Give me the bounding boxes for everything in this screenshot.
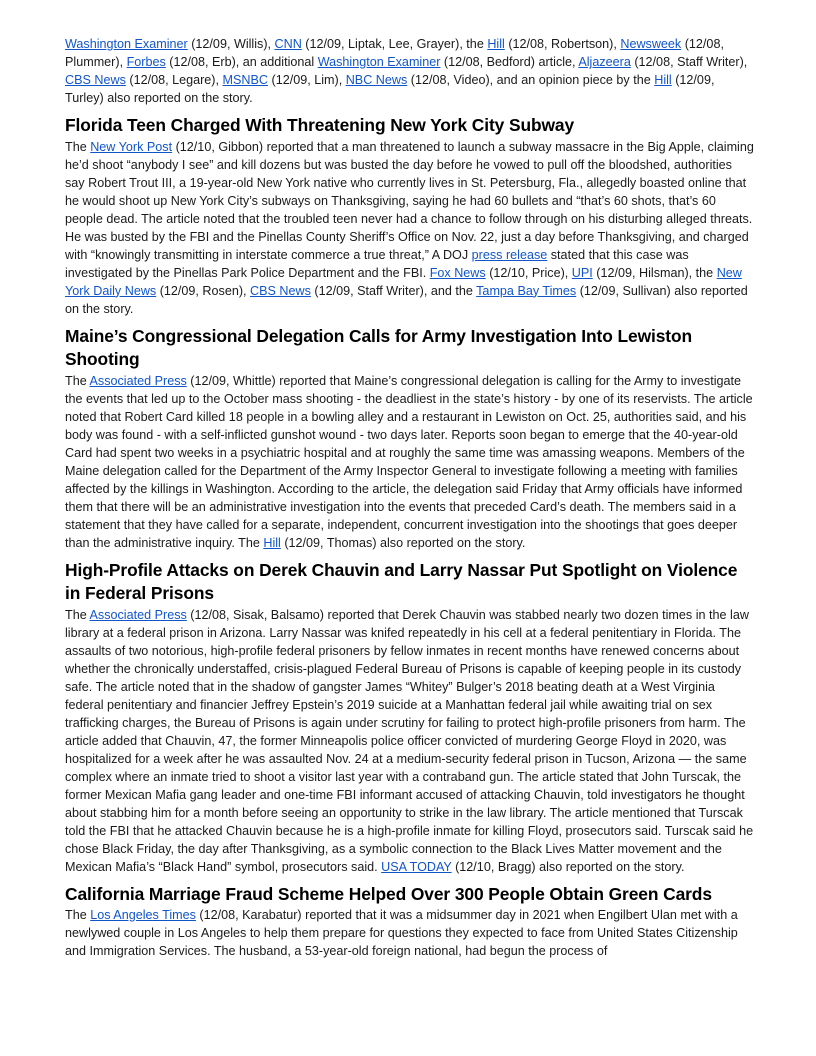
article-headline: California Marriage Fraud Scheme Helped Over 300 People Obtain Green Cards <box>65 883 712 904</box>
body-text: (12/08, Staff Writer), <box>630 55 748 69</box>
article-body <box>65 138 755 318</box>
body-text: (12/10, Gibbon) reported that a man threatened to launch a subway massacre in the Big Apple, claiming he’d shoot “anybody I see” and kill dozens but was busted the day before he vowed to pull off the bloodshed, authorities say Robert Trout III, a 19-year-old New York native who currently lives in St. Petersburg, Fla., allegedly boasted online that he would shoot up New York City’s subways on Thanksgiving, saying he had 60 bullets and “that’s 60 shots, that’s 60 people dead. The article noted that the troubled teen never had a chance to follow through on his disturbing alleged threats. He was busted by the FBI and the Pinellas County Sheriff’s Office on Nov. 22, just a day before Thanksgiving, and charged with “knowingly transmitting in interstate commerce a true threat,” A DOJ <box>65 139 754 262</box>
source-link[interactable]: New York Daily News <box>65 265 742 298</box>
article-body <box>65 906 755 960</box>
body-text: (12/09, Thomas) also reported on the story. <box>280 535 526 550</box>
source-link[interactable]: UPI <box>571 265 593 280</box>
body-text: (12/09, Willis), <box>187 37 275 51</box>
document-page <box>65 35 755 960</box>
body-text: stated that this case was investigated by the Pinellas Park Police Department and the FBI. <box>65 247 689 280</box>
source-link[interactable]: Aljazeera <box>578 55 631 69</box>
body-text: (12/08, Sisak, Balsamo) reported that Derek Chauvin was stabbed nearly two dozen times in the law library at a federal prison in Arizona. Larry Nassar was knifed repeatedly in his cell at a federal penitentiary in Florida. The assaults of two notorious, high-profile federal prisoners by fellow inmates in recent months have renewed concerns about whether the chronically understaffed, crisis-plagued Federal Bureau of Prisons is capable of keeping people in its custody safe. The article noted that in the shadow of gangster James “Whitey” Bulger’s 2018 beating death at a West Virginia federal penitentiary and financier Jeffrey Epstein’s 2019 suicide at a Manhattan federal jail while awaiting trial on sex trafficking charges, the Bureau of Prisons is again under scrutiny for failing to protect high-profile prisoners from harm. The article added that Chauvin, 47, the former Minneapolis police officer convicted of murdering George Floyd in 2020, was hospitalized for a week after he was assaulted Nov. 24 at a medium-security federal prison in Tucson, Arizona — the same complex where an inmate tried to shoot a visitor last year with a contraband gun. The article stated that John Turscak, the former Mexican Mafia gang leader and one-time FBI informant accused of attacking Chauvin, told investigators he thought about stabbing him for a month before seeing an opportunity to strike in the law library. The article mentioned that Turscak told the FBI that he attacked Chauvin because he is a high-profile inmate for killing Floyd, prosecutors said. Turscak said he chose Black Friday, the day after Thanksgiving, as a symbolic connection to the Black Lives Matter movement and the Mexican Mafia’s “Black Hand” symbol, prosecutors said. <box>65 607 754 874</box>
source-link[interactable]: USA TODAY <box>381 859 452 874</box>
body-text: (12/08, Robertson), <box>504 37 621 51</box>
body-text: (12/08, Erb), an additional <box>165 55 318 69</box>
source-link[interactable]: Hill <box>263 535 281 550</box>
source-link[interactable]: Hill <box>487 37 505 51</box>
body-text: The <box>65 139 91 154</box>
source-link[interactable]: Fox News <box>429 265 486 280</box>
body-text: (12/09, Sullivan) also reported on the story. <box>65 283 748 316</box>
article-headline: Florida Teen Charged With Threatening New York City Subway <box>65 115 575 135</box>
article-headline: Maine’s Congressional Delegation Calls for Army Investigation Into Lewiston Shooting <box>65 325 693 369</box>
source-link[interactable]: CBS News <box>65 73 126 87</box>
source-link[interactable]: NBC News <box>345 73 408 87</box>
source-link[interactable]: Newsweek <box>620 37 682 51</box>
body-text: (12/09, Hilsman), the <box>592 265 717 280</box>
body-text: (12/09, Lim), <box>268 73 346 87</box>
body-text: The <box>65 607 90 622</box>
body-text: (12/09, Liptak, Lee, Grayer), the <box>301 37 488 51</box>
source-link[interactable]: Tampa Bay Times <box>476 283 577 298</box>
source-link[interactable]: CNN <box>274 37 302 51</box>
intro-paragraph <box>65 35 755 107</box>
source-link[interactable]: Hill <box>654 73 672 87</box>
source-link[interactable]: Los Angeles Times <box>90 908 196 922</box>
body-text: The <box>65 908 91 922</box>
body-text: (12/09, Rosen), <box>156 283 251 298</box>
source-link[interactable]: Associated Press <box>89 607 187 622</box>
source-link[interactable]: press release <box>471 247 548 262</box>
body-text: The <box>65 373 90 388</box>
source-link[interactable]: New York Post <box>90 139 173 154</box>
body-text: (12/09, Whittle) reported that Maine’s congressional delegation is calling for the Army to investigate the events that led up to the October mass shooting - the deadliest in the state’s history - by one of its reservists. The article noted that Robert Card killed 18 people in a bowling alley and a restaurant in Lewiston on Oct. 25, authorities said, and his body was found - with a self-inflicted gunshot wound - two days later. Reports soon began to emerge that the 40-year-old Card had spent two weeks in a psychiatric hospital and at roughly the same time was amassing weapons. Members of the Maine delegation called for the Department of the Army Inspector General to investigate following a meeting with families affected by the killings in Washington. According to the article, the delegation said Friday that Army officials have informed them that there will be an administrative investigation into the events that preceded Card’s death. The members said in a statement that they have called for a separate, independent, concurrent investigation into the shootings that goes deeper than the administrative inquiry. The <box>65 373 753 550</box>
source-link[interactable]: Forbes <box>126 55 166 69</box>
article-body <box>65 372 755 552</box>
article-headline: High-Profile Attacks on Derek Chauvin and Larry Nassar Put Spotlight on Violence in Federal Prisons <box>65 559 738 603</box>
source-link[interactable]: MSNBC <box>222 73 268 87</box>
source-link[interactable]: CBS News <box>250 283 311 298</box>
source-link[interactable]: Washington Examiner <box>65 37 188 51</box>
article-body <box>65 606 755 876</box>
source-link[interactable]: Washington Examiner <box>317 55 441 69</box>
body-text: (12/08, Legare), <box>125 73 223 87</box>
source-link[interactable]: Associated Press <box>89 373 187 388</box>
body-text: (12/08, Bedford) article, <box>440 55 579 69</box>
body-text: (12/08, Plummer), <box>65 37 724 69</box>
body-text: (12/10, Price), <box>485 265 572 280</box>
body-text: (12/10, Bragg) also reported on the story. <box>451 859 685 874</box>
body-text: (12/09, Turley) also reported on the story. <box>65 73 715 105</box>
body-text: (12/08, Video), and an opinion piece by the <box>407 73 655 87</box>
body-text: (12/08, Karabatur) reported that it was a midsummer day in 2021 when Engilbert Ulan met with a newlywed couple in Los Angeles to help them prepare for questions they expected to face from United States Citizenship and Immigration Services. The husband, a 53-year-old foreign national, had begun the process of <box>65 908 738 958</box>
body-text: (12/09, Staff Writer), and the <box>310 283 477 298</box>
